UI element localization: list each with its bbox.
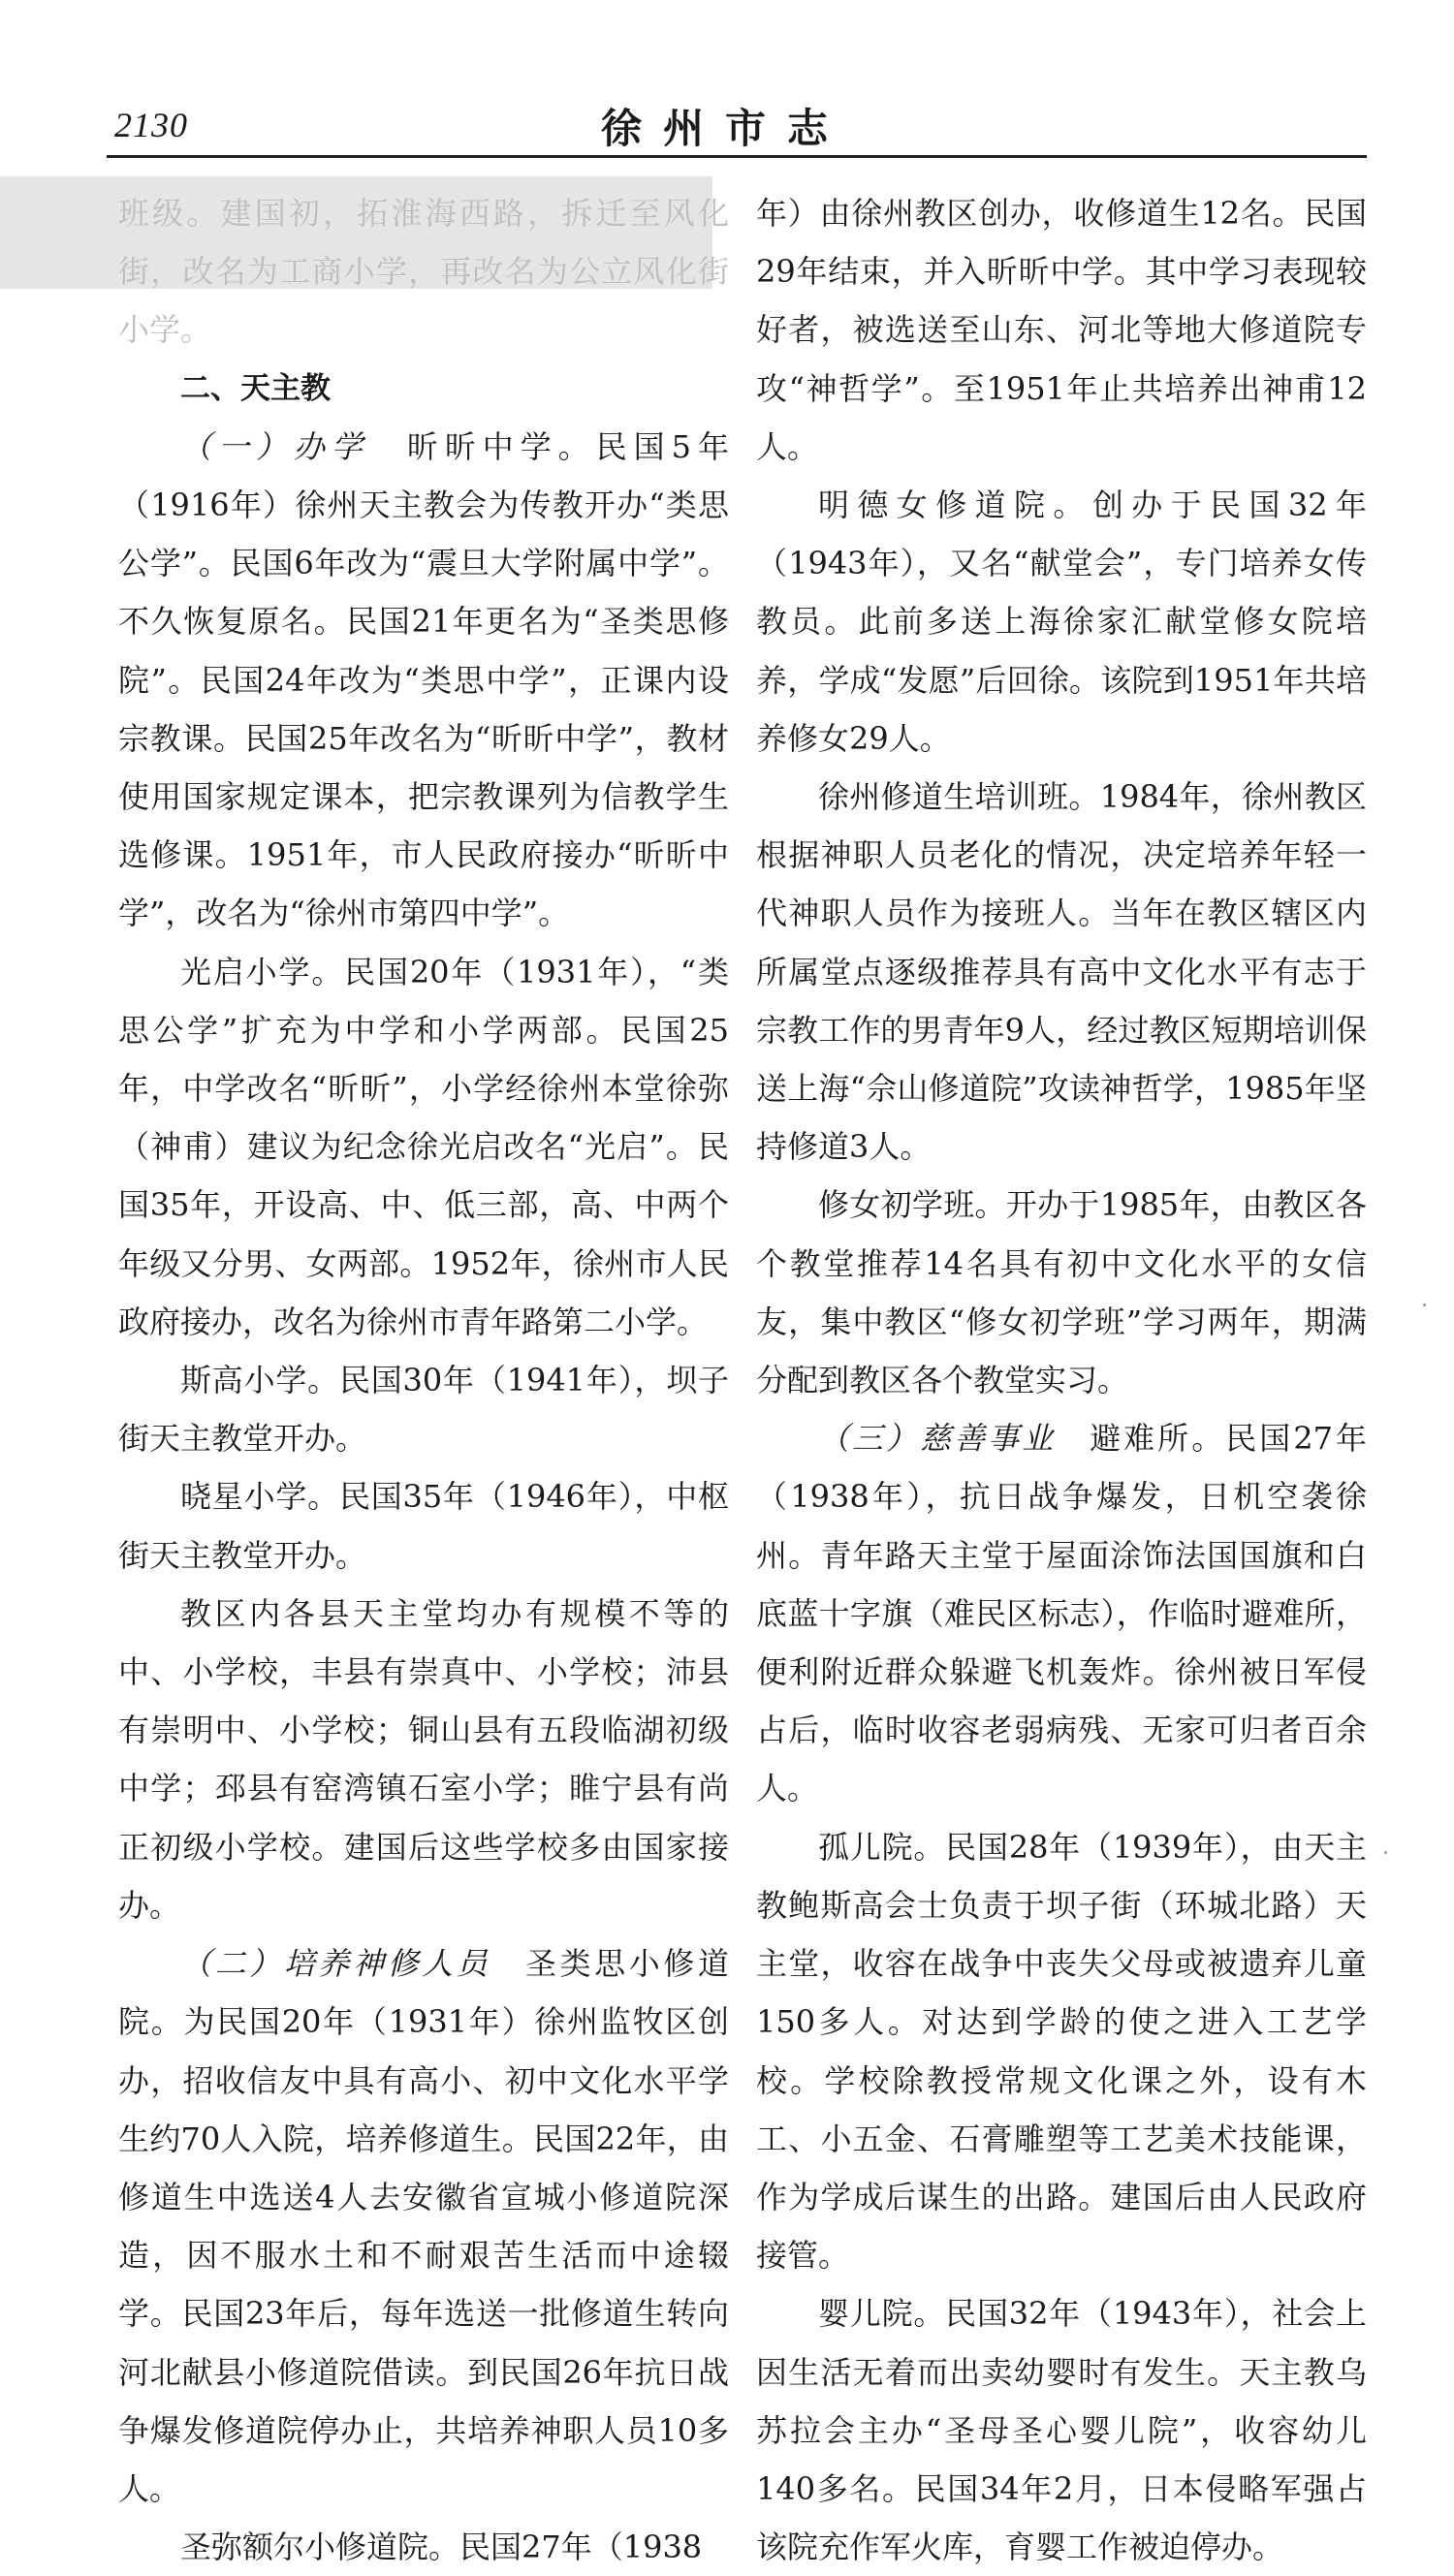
paragraph: 孤儿院。民国28年（1939年），由天主教鲍斯高会士负责于坝子街（环城北路）天主堂，收容在战争中丧失父母或被遗弃儿童150多人。对达到学龄的使之进入工艺学校。学校除教授常规文化课之外，设有木工、小五金、石膏雕塑等工艺美术技能课，作为学成后谋生的出路。建国后由人民政府接管。 — [756, 1828, 1367, 2275]
paragraph-text: 圣类思小修道院。为民国20年（1931年）徐州监牧区创办，招收信友中具有高小、初中文化水平学生约70人入院，培养修道生。民国22年，由修道生中选送4人去安徽省宣城小修道院深造，因不服水土和不耐艰苦生活而中途辍学。民国23年后，每年选送一批修道生转向河北献县小修道院借读。到民国26年抗日战争爆发修道院停办止，共培养神职人员10多人。 — [118, 1945, 729, 2507]
scan-speck — [1384, 1851, 1387, 1854]
paragraph: 教区内各县天主堂均办有规模不等的中、小学校，丰县有崇真中、小学校；沛县有崇明中、小学校；铜山县有五段临湖初级中学；邳县有窑湾镇石室小学；睢宁县有尚正初级小学校。建国后这些学校多由国家接办。 — [118, 1594, 729, 1924]
right-column — [756, 184, 1367, 2576]
paragraph: 圣弥额尔小修道院。民国27年（1938 — [180, 2529, 703, 2566]
paragraph: 光启小学。民国20年（1931年），“类思公学”扩充为中学和小学两部。民国25年，中学改名“昕昕”，小学经徐州本堂徐弥（神甫）建议为纪念徐光启改名“光启”。民国35年，开设高、中、低三部，高、中两个年级又分男、女两部。1952年，徐州市人民政府接办，改名为徐州市青年路第二小学。 — [118, 953, 729, 1340]
paragraph: 明德女修道院。创办于民国32年（1943年），又名“献堂会”，专门培养女传教员。此前多送上海徐家汇献堂修女院培养，学成“发愿”后回徐。该院到1951年共培养修女29人。 — [756, 487, 1367, 757]
header-rule — [107, 155, 1367, 158]
paragraph — [118, 1934, 729, 2518]
page-number: 2130 — [114, 106, 188, 144]
paragraph: 晓星小学。民国35年（1946年），中枢街天主教堂开办。 — [118, 1478, 729, 1574]
paragraph-text: 昕昕中学。民国5年（1916年）徐州天主教会为传教开办“类思公学”。民国6年改为“震旦大学附属中学”。不久恢复原名。民国21年更名为“圣类思修院”。民国24年改为“类思中学”，正课内设宗教课。民国25年改名为“昕昕中学”，教材使用国家规定课本，把宗教课列为信教学生选修课。1951年，市人民政府接办“昕昕中学”，改名为“徐州市第四中学”。 — [118, 427, 729, 932]
section-heading: 二、天主教 — [180, 370, 331, 406]
paragraph-text: 避难所。民国27年（1938年），抗日战争爆发，日机空袭徐州。青年路天主堂于屋面涂饰法国国旗和白底蓝十字旗（难民区标志），作临时避难所，便利附近群众躲避飞机轰炸。徐州被日军侵占后，临时收容老弱病残、无家可归者百余人。 — [756, 1420, 1367, 1807]
subsection-label: （三）慈善事业 — [818, 1420, 1057, 1458]
scan-speck — [1423, 1304, 1426, 1306]
continued-paragraph: 班级。建国初，拓淮海西路，拆迁至风化街，改名为工商小学，再改名为公立风化街小学。 — [118, 195, 729, 349]
subsection-label: （二）培养神修人员 — [180, 1945, 491, 1983]
paragraph: 修女初学班。开办于1985年，由教区各个教堂推荐14名具有初中文化水平的女信友，集中教区“修女初学班”学习两年，期满分配到教区各个教堂实习。 — [756, 1186, 1367, 1399]
paragraph: 斯高小学。民国30年（1941年），坝子街天主教堂开办。 — [118, 1362, 729, 1458]
paragraph: 年）由徐州教区创办，收修道生12名。民国29年结束，并入昕昕中学。其中学习表现较好者，被选送至山东、河北等地大修道院专攻“神哲学”。至1951年止共培养出神甫12人。 — [756, 195, 1367, 465]
paragraph: 婴儿院。民国32年（1943年），社会上因生活无着而出卖幼婴时有发生。天主教乌苏拉会主办“圣母圣心婴儿院”，收容幼儿140多名。民国34年2月，日本侵略军强占该院充作军火库，育婴工作被迫停办。 — [756, 2295, 1367, 2566]
paragraph — [756, 1409, 1367, 1817]
subsection-label: （一）办学 — [180, 427, 369, 465]
page-title: 徐州市志 — [601, 105, 850, 152]
left-column — [118, 184, 729, 2576]
paragraph: 徐州修道生培训班。1984年，徐州教区根据神职人员老化的情况，决定培养年轻一代神职人员作为接班人。当年在教区辖区内所属堂点逐级推荐具有高中文化水平有志于宗教工作的男青年9人，经过教区短期培训保送上海“佘山修道院”攻读神哲学，1985年坚持修道3人。 — [756, 778, 1367, 1166]
paragraph — [118, 418, 729, 943]
